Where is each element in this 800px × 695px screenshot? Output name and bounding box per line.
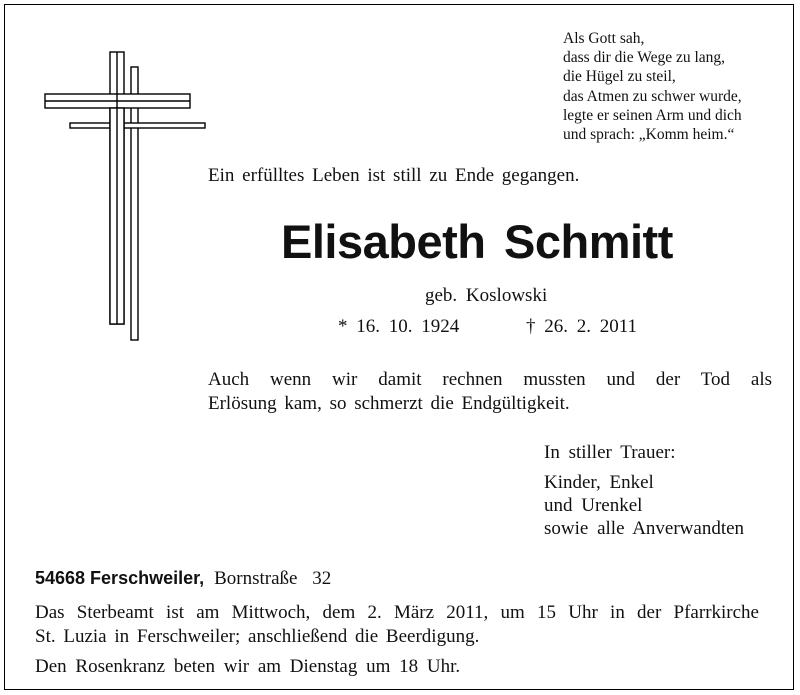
- address-street: Bornstraße 32: [214, 568, 332, 589]
- poem-line: Als Gott sah,: [563, 30, 645, 47]
- poem-line: die Hügel zu steil,: [563, 68, 676, 86]
- deceased-name: Elisabeth Schmitt: [281, 215, 673, 268]
- cross-icon: [43, 50, 213, 345]
- quote-line: Auch wenn wir damit rechnen mussten und der Tod als: [208, 369, 772, 390]
- address-town: 54668 Ferschweiler,: [35, 568, 205, 588]
- poem-line: und sprach: „Komm heim.“: [563, 126, 735, 144]
- poem-line: dass dir die Wege zu lang,: [563, 49, 726, 67]
- funeral-line: St. Luzia in Ferschweiler; anschließend die Beerdigung.: [35, 626, 480, 647]
- address: [35, 568, 331, 590]
- mourners-line: Kinder, Enkel: [544, 472, 654, 493]
- poem: [563, 29, 742, 144]
- mourners-heading: In stiller Trauer:: [544, 442, 676, 463]
- quote-line: Erlösung kam, so schmerzt die Endgültigkeit.: [208, 393, 570, 414]
- funeral-line: Das Sterbeamt ist am Mittwoch, dem 2. März 2011, um 15 Uhr in der Pfarrkirche: [35, 602, 759, 623]
- mourners-line: sowie alle Anverwandten: [544, 518, 745, 539]
- maiden-name: geb. Koslowski: [425, 285, 548, 306]
- obituary-notice: [4, 4, 794, 690]
- mourners-line: und Urenkel: [544, 495, 643, 516]
- death-date: † 26. 2. 2011: [526, 316, 638, 337]
- poem-line: das Atmen zu schwer wurde,: [563, 87, 742, 105]
- funeral-notice: [35, 601, 759, 649]
- birth-date: * 16. 10. 1924: [338, 316, 460, 337]
- intro-text: Ein erfülltes Leben ist still zu Ende gegangen.: [208, 165, 580, 186]
- quote: [208, 368, 772, 416]
- poem-line: legte er seinen Arm und dich: [563, 106, 742, 124]
- rosary-notice: Den Rosenkranz beten wir am Dienstag um 18 Uhr.: [35, 656, 461, 677]
